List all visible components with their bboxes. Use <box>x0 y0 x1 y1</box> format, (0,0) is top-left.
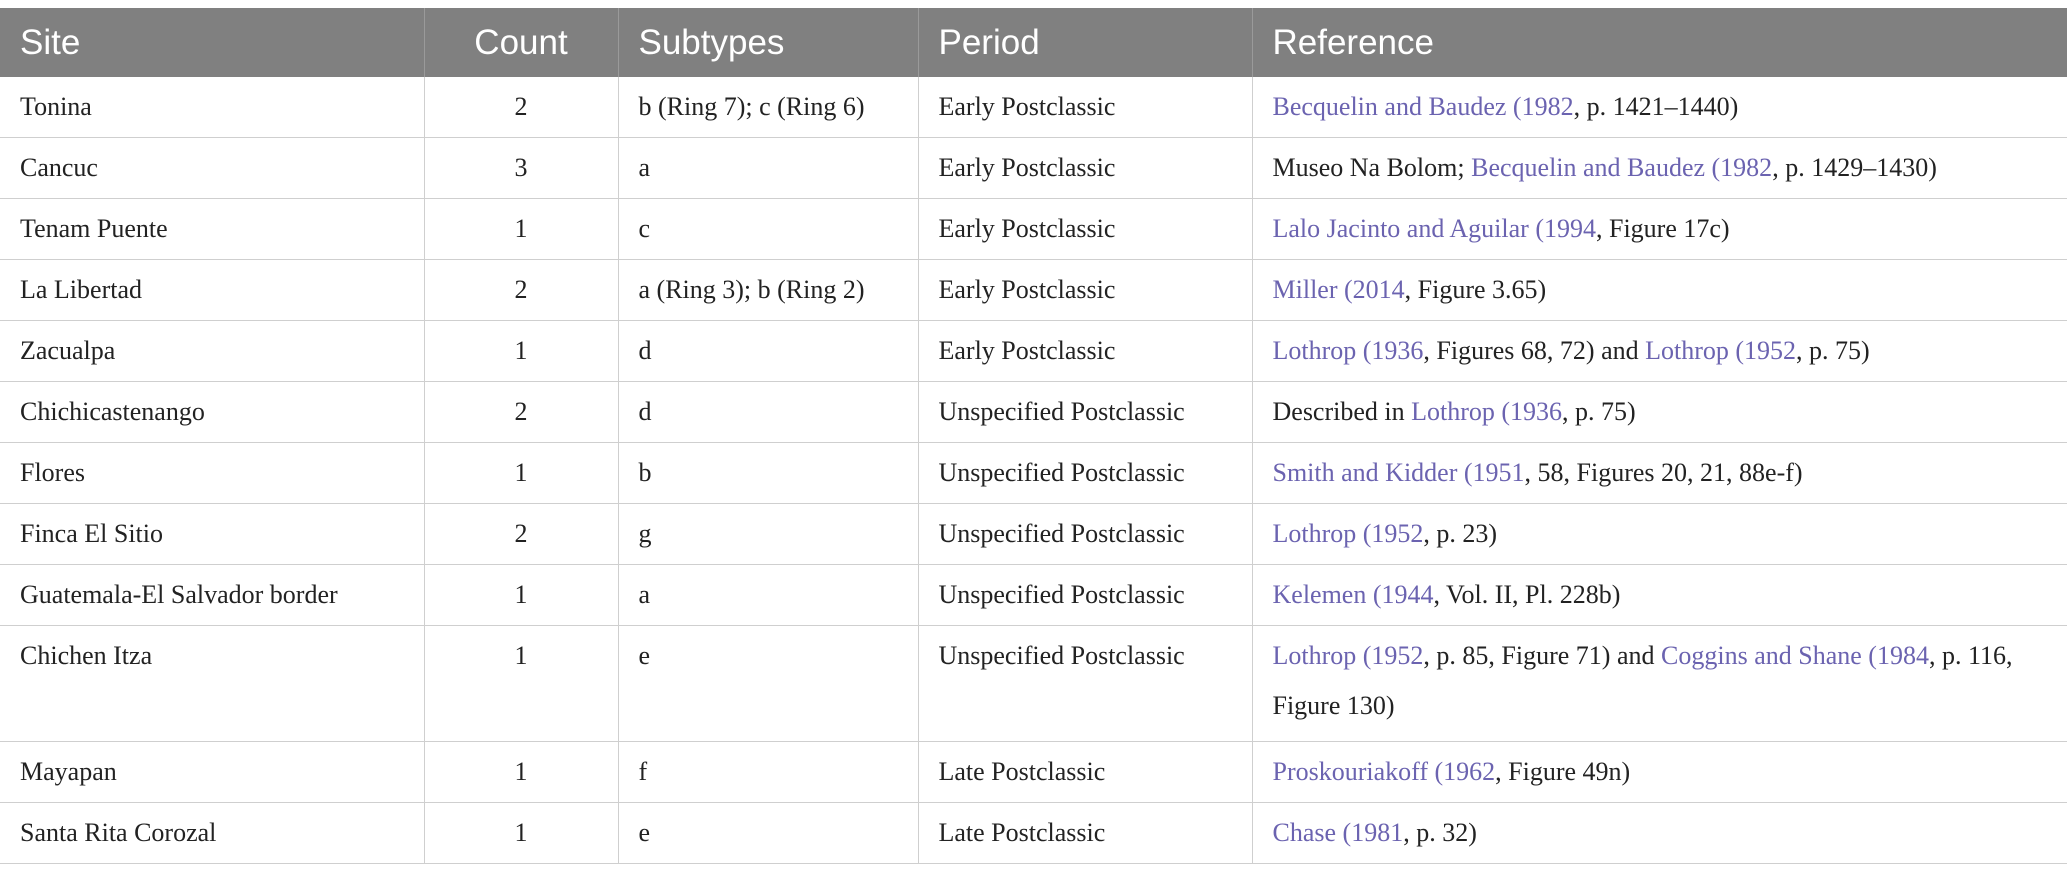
subtypes-cell: d <box>618 382 918 443</box>
site-cell: Guatemala-El Salvador border <box>0 565 424 626</box>
table-body <box>0 77 2067 864</box>
reference-text: Museo Na Bolom; <box>1272 153 1472 182</box>
data-table-container <box>0 8 2067 864</box>
reference-text: , p. 116, Figure 130) <box>1272 641 2013 720</box>
period-cell: Late Postclassic <box>918 803 1252 864</box>
reference-cell <box>1252 382 2067 443</box>
reference-text: , Figure 17c) <box>1595 214 1730 243</box>
period-cell: Unspecified Postclassic <box>918 565 1252 626</box>
subtypes-cell: b <box>618 443 918 504</box>
citation-link[interactable]: Lothrop (1936 <box>1411 397 1563 426</box>
count-cell: 3 <box>424 138 618 199</box>
subtypes-cell: e <box>618 626 918 742</box>
period-cell: Early Postclassic <box>918 199 1252 260</box>
citation-link[interactable]: Proskouriakoff (1962 <box>1272 757 1496 786</box>
reference-text: , p. 75) <box>1796 336 1870 365</box>
reference-text: , p. 32) <box>1403 818 1477 847</box>
reference-cell <box>1252 626 2067 742</box>
reference-cell <box>1252 742 2067 803</box>
count-cell: 1 <box>424 321 618 382</box>
site-cell: Zacualpa <box>0 321 424 382</box>
subtypes-cell: d <box>618 321 918 382</box>
reference-cell <box>1252 199 2067 260</box>
site-cell: Cancuc <box>0 138 424 199</box>
citation-link[interactable]: Becquelin and Baudez (1982 <box>1471 153 1773 182</box>
count-cell: 1 <box>424 626 618 742</box>
citation-link[interactable]: Becquelin and Baudez (1982 <box>1272 92 1574 121</box>
reference-text: , 58, Figures 20, 21, 88e-f) <box>1524 458 1803 487</box>
site-cell: Santa Rita Corozal <box>0 803 424 864</box>
table-row <box>0 382 2067 443</box>
reference-text: , p. 23) <box>1423 519 1498 548</box>
period-cell: Unspecified Postclassic <box>918 504 1252 565</box>
site-cell: Tonina <box>0 77 424 138</box>
site-cell: Finca El Sitio <box>0 504 424 565</box>
citation-link[interactable]: Lothrop (1952 <box>1272 519 1424 548</box>
header-site: Site <box>0 8 424 77</box>
count-cell: 1 <box>424 742 618 803</box>
period-cell: Early Postclassic <box>918 321 1252 382</box>
reference-text: , p. 75) <box>1562 397 1636 426</box>
period-cell: Early Postclassic <box>918 260 1252 321</box>
citation-link[interactable]: Chase (1981 <box>1272 818 1404 847</box>
header-count: Count <box>424 8 618 77</box>
subtypes-cell: a (Ring 3); b (Ring 2) <box>618 260 918 321</box>
reference-text: , p. 1429–1430) <box>1772 153 1937 182</box>
period-cell: Unspecified Postclassic <box>918 443 1252 504</box>
citation-link[interactable]: Coggins and Shane (1984 <box>1661 641 1929 670</box>
subtypes-cell: b (Ring 7); c (Ring 6) <box>618 77 918 138</box>
header-period: Period <box>918 8 1252 77</box>
reference-cell <box>1252 321 2067 382</box>
citation-link[interactable]: Lalo Jacinto and Aguilar (1994 <box>1272 214 1596 243</box>
reference-text: , Vol. II, Pl. 228b) <box>1433 580 1621 609</box>
table-header-row <box>0 8 2067 77</box>
reference-cell <box>1252 504 2067 565</box>
table-row <box>0 260 2067 321</box>
subtypes-cell: e <box>618 803 918 864</box>
subtypes-cell: a <box>618 565 918 626</box>
site-cell: La Libertad <box>0 260 424 321</box>
count-cell: 1 <box>424 443 618 504</box>
table-row <box>0 77 2067 138</box>
table-row <box>0 199 2067 260</box>
period-cell: Early Postclassic <box>918 77 1252 138</box>
table-row <box>0 321 2067 382</box>
citation-link[interactable]: Lothrop (1952 <box>1272 641 1424 670</box>
reference-cell <box>1252 260 2067 321</box>
reference-text: , Figure 3.65) <box>1404 275 1547 304</box>
table-row <box>0 504 2067 565</box>
reference-text: , Figure 49n) <box>1495 757 1631 786</box>
reference-cell <box>1252 803 2067 864</box>
subtypes-cell: a <box>618 138 918 199</box>
site-cell: Chichicastenango <box>0 382 424 443</box>
subtypes-cell: c <box>618 199 918 260</box>
count-cell: 2 <box>424 260 618 321</box>
reference-text: , Figures 68, 72) and <box>1423 336 1646 365</box>
header-subtypes: Subtypes <box>618 8 918 77</box>
citation-link[interactable]: Lothrop (1936 <box>1272 336 1424 365</box>
subtypes-cell: g <box>618 504 918 565</box>
reference-cell <box>1252 138 2067 199</box>
reference-text: , p. 85, Figure 71) and <box>1423 641 1662 670</box>
reference-cell <box>1252 565 2067 626</box>
count-cell: 2 <box>424 77 618 138</box>
table-row <box>0 138 2067 199</box>
period-cell: Unspecified Postclassic <box>918 626 1252 742</box>
table-row <box>0 803 2067 864</box>
citation-link[interactable]: Miller (2014 <box>1272 275 1405 304</box>
site-cell: Flores <box>0 443 424 504</box>
table-row <box>0 443 2067 504</box>
period-cell: Late Postclassic <box>918 742 1252 803</box>
period-cell: Early Postclassic <box>918 138 1252 199</box>
citation-link[interactable]: Smith and Kidder (1951 <box>1272 458 1525 487</box>
table-row <box>0 626 2067 742</box>
site-cell: Tenam Puente <box>0 199 424 260</box>
reference-cell <box>1252 443 2067 504</box>
reference-text: , p. 1421–1440) <box>1573 92 1739 121</box>
subtypes-cell: f <box>618 742 918 803</box>
period-cell: Unspecified Postclassic <box>918 382 1252 443</box>
reference-text: Described in <box>1272 397 1412 426</box>
count-cell: 1 <box>424 565 618 626</box>
table-row <box>0 565 2067 626</box>
reference-cell <box>1252 77 2067 138</box>
count-cell: 1 <box>424 803 618 864</box>
site-cell: Mayapan <box>0 742 424 803</box>
site-cell: Chichen Itza <box>0 626 424 742</box>
citation-link[interactable]: Kelemen (1944 <box>1272 580 1434 609</box>
sites-table <box>0 8 2067 864</box>
count-cell: 1 <box>424 199 618 260</box>
header-reference: Reference <box>1252 8 2067 77</box>
count-cell: 2 <box>424 504 618 565</box>
table-row <box>0 742 2067 803</box>
count-cell: 2 <box>424 382 618 443</box>
citation-link[interactable]: Lothrop (1952 <box>1645 336 1797 365</box>
